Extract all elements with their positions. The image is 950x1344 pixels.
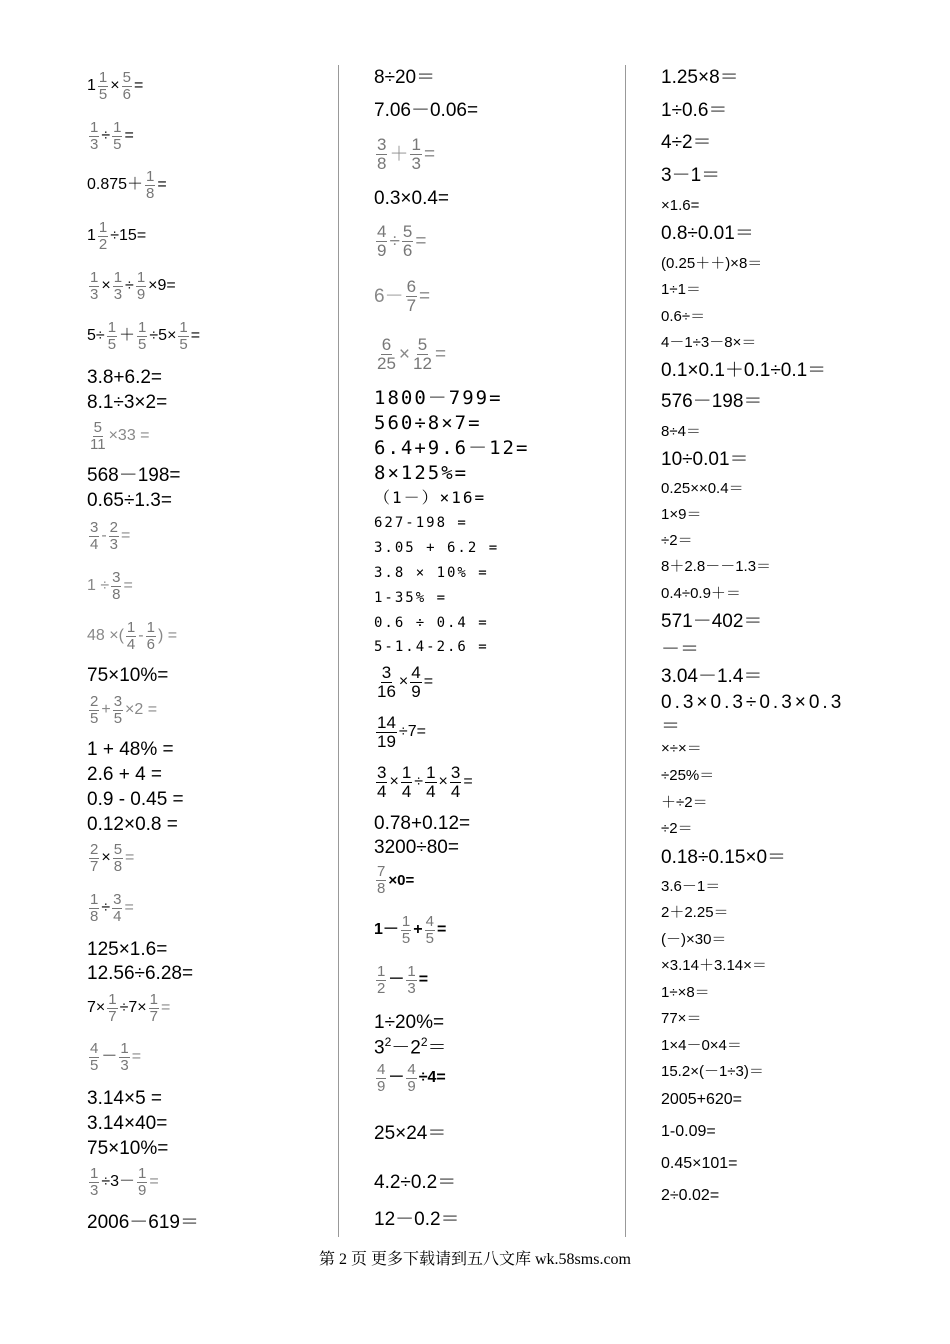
problem-c2-28: $3^2-2^2=$ bbox=[374, 1035, 447, 1059]
problem-c3-05: ×1.6= bbox=[661, 197, 700, 214]
problem-c1-23: 125×1.6= bbox=[87, 939, 168, 960]
problem-c2-25: 1－ 1 5 + 4 5 = bbox=[374, 913, 447, 947]
problem-c3-33: ×3.14＋3.14×＝ bbox=[661, 957, 767, 974]
problem-c1-17: 1 + 48% = bbox=[87, 739, 174, 760]
problem-c2-07: 6 25 × 5 12 = bbox=[377, 335, 447, 373]
problem-c2-15: 3.8 × 10% = bbox=[374, 565, 489, 581]
problem-c3-04: 3－1＝ bbox=[661, 165, 721, 186]
problem-c1-31: 2006－619＝ bbox=[87, 1212, 199, 1233]
column-divider-left bbox=[338, 65, 339, 1237]
problem-c3-38: 2005+620= bbox=[661, 1091, 742, 1108]
problem-c3-22: 3.04－1.4＝ bbox=[661, 666, 763, 687]
problem-c2-01: 8÷20＝ bbox=[374, 67, 436, 88]
problem-c1-15: 75×10%= bbox=[87, 665, 169, 686]
problem-c1-14: 48 ×( 1 4 - 1 6 ) = bbox=[87, 619, 178, 653]
problem-c3-19: 0.4÷0.9＋＝ bbox=[661, 585, 741, 602]
problem-c3-11: 0.1×0.1＋0.1÷0.1＝ bbox=[661, 360, 827, 381]
problem-c2-13: 627-198 = bbox=[374, 515, 468, 531]
problem-c1-27: 3.14×5 = bbox=[87, 1088, 163, 1109]
problem-c1-12: 3 4 - 2 3 = bbox=[90, 519, 131, 553]
problem-c2-03: 3 8 ＋ 1 3 = bbox=[377, 135, 436, 173]
problem-c3-13: 8÷4＝ bbox=[661, 423, 701, 440]
problem-c2-12: （1－）×16= bbox=[374, 488, 487, 507]
problem-c2-17: 0.6 ÷ 0.4 = bbox=[374, 615, 489, 631]
problem-c1-30: 1 3 ÷3－ $\frac{1}{9}$ = bbox=[90, 1165, 159, 1199]
problem-c1-02: 1 3 ÷ 1 5 = bbox=[90, 119, 134, 153]
problem-c2-09: 560÷8×7= bbox=[374, 412, 482, 434]
problem-c2-10: 6.4+9.6－12= bbox=[374, 437, 530, 459]
page-footer: 第 2 页 更多下载请到五八文库 wk.58sms.com bbox=[318, 1251, 631, 1268]
problem-c3-26: ÷25%＝ bbox=[661, 767, 715, 784]
problem-c3-10: 4－1÷3－8×＝ bbox=[661, 334, 757, 351]
problem-c3-29: 0.18÷0.15×0＝ bbox=[661, 847, 787, 868]
problem-c2-11: 8×125%= bbox=[374, 462, 469, 484]
problem-c2-20: 14 19 ÷7= bbox=[377, 713, 426, 751]
problem-c3-41: 2÷0.02= bbox=[661, 1187, 720, 1204]
problem-c3-17: ÷2＝ bbox=[661, 532, 693, 549]
problem-c3-02: 1÷0.6＝ bbox=[661, 100, 728, 121]
problem-c1-03: 0.875＋ 1 8 = bbox=[87, 168, 167, 202]
problem-c3-39: 1-0.09= bbox=[661, 1123, 716, 1140]
problem-c2-32: 12－0.2＝ bbox=[374, 1209, 460, 1230]
problem-c1-29: 75×10%= bbox=[87, 1138, 169, 1159]
problem-c1-25: 7× 1 7 ÷7× $\frac{1}{7}$ = bbox=[87, 991, 171, 1025]
problem-c3-07: (0.25＋＋)×8＝ bbox=[661, 255, 763, 272]
problem-c1-06: 5÷ 1 5 ＋ 1 5 ÷5× 1 5 = bbox=[87, 319, 201, 353]
problem-c2-08: 1800－799= bbox=[374, 387, 503, 409]
problem-c3-25: ×÷×＝ bbox=[661, 740, 702, 757]
problem-c3-01: 1.25×8＝ bbox=[661, 67, 739, 88]
problem-c1-10: 568－198= bbox=[87, 465, 181, 486]
problem-c2-22: 0.78+0.12= bbox=[374, 813, 471, 834]
column-divider-right bbox=[625, 65, 626, 1237]
problem-c3-23: 0.3×0.3÷0.3×0.3 bbox=[661, 692, 845, 713]
problem-c1-07: 3.8+6.2= bbox=[87, 367, 163, 388]
problem-c2-18: 5-1.4-2.6 = bbox=[374, 639, 489, 655]
problem-c1-18: 2.6 + 4 = bbox=[87, 764, 163, 785]
problem-c2-16: 1-35% = bbox=[374, 590, 448, 606]
problem-c3-20: 571－402＝ bbox=[661, 611, 763, 632]
problem-c2-24: 7 8 ×0= bbox=[377, 863, 415, 897]
problem-c2-27: 1÷20%= bbox=[374, 1012, 445, 1033]
problem-c2-04: 0.3×0.4= bbox=[374, 188, 450, 209]
problem-c3-24: ＝ bbox=[661, 716, 681, 737]
problem-c3-31: 2＋2.25＝ bbox=[661, 904, 729, 921]
problem-c1-19: 0.9 - 0.45 = bbox=[87, 789, 184, 810]
problem-c3-15: 0.25××0.4＝ bbox=[661, 480, 744, 497]
problem-c2-06: 6－ 6 7 = bbox=[374, 277, 431, 315]
problem-c3-06: 0.8÷0.01＝ bbox=[661, 223, 754, 244]
problem-c2-23: 3200÷80= bbox=[374, 837, 459, 858]
problem-c1-09: 5 11 ×33 = bbox=[90, 419, 150, 453]
problem-c3-14: 10÷0.01＝ bbox=[661, 449, 749, 470]
problem-c1-05: 1 3 × 1 3 ÷ 1 9 ×9= bbox=[90, 269, 176, 303]
problem-c2-26: 1 2 － 1 3 = bbox=[377, 963, 429, 997]
problem-c1-24: 12.56÷6.28= bbox=[87, 963, 194, 984]
problem-c1-01: 1 1 5 × 5 6 = bbox=[87, 69, 144, 103]
problem-c3-32: (－)×30＝ bbox=[661, 931, 727, 948]
problem-c2-21: 3 4 × 1 4 ÷ 1 4 × 3 4 = bbox=[377, 763, 473, 801]
problem-c2-29: 4 9 － 4 9 ÷4= bbox=[377, 1061, 446, 1095]
problem-c3-30: 3.6－1＝ bbox=[661, 878, 721, 895]
problem-c3-08: 1÷1＝ bbox=[661, 281, 701, 298]
problem-c3-03: 4÷2＝ bbox=[661, 132, 712, 153]
problem-c1-11: 0.65÷1.3= bbox=[87, 490, 172, 511]
problem-c1-13: 1 ÷ 3 8 = bbox=[87, 569, 133, 603]
problem-c2-14: 3.05 + 6.2 = bbox=[374, 540, 500, 556]
problem-c3-09: 0.6÷＝ bbox=[661, 308, 706, 325]
problem-c1-08: 8.1÷3×2= bbox=[87, 392, 168, 413]
problem-c3-36: 1×4－0×4＝ bbox=[661, 1037, 742, 1054]
problem-c1-04: 1 1 2 ÷15= bbox=[87, 219, 147, 253]
problem-c3-21: －＝ bbox=[661, 639, 700, 660]
problem-c3-34: 1÷×8＝ bbox=[661, 984, 710, 1001]
problem-c3-40: 0.45×101= bbox=[661, 1155, 738, 1172]
problem-c2-31: 4.2÷0.2＝ bbox=[374, 1172, 457, 1193]
problem-c1-20: 0.12×0.8 = bbox=[87, 814, 178, 835]
problem-c3-12: 576－198＝ bbox=[661, 391, 763, 412]
problem-c2-19: 3 16 × 4 9 = bbox=[377, 663, 434, 701]
problem-c3-28: ÷2＝ bbox=[661, 820, 693, 837]
problem-c2-30: 25×24＝ bbox=[374, 1123, 447, 1144]
problem-c2-05: 4 9 ÷ 5 6 = bbox=[377, 222, 427, 260]
problem-c3-35: 77×＝ bbox=[661, 1010, 702, 1027]
problem-c1-26: 4 5 － $\frac{1}{3}$ = bbox=[90, 1040, 142, 1074]
problem-c1-16: 2 5 + 3 5 ×2 = bbox=[90, 693, 158, 727]
problem-c1-22: 1 8 ÷ $\frac{3}{4}$ = bbox=[90, 891, 134, 925]
problem-c2-02: 7.06－0.06= bbox=[374, 100, 479, 121]
problem-c3-27: ＋÷2＝ bbox=[661, 794, 708, 811]
problem-c3-37: 15.2×(－1÷3)＝ bbox=[661, 1063, 764, 1080]
problem-c3-16: 1×9＝ bbox=[661, 506, 702, 523]
problem-c1-21: 2 7 × $\frac{5}{8}$ = bbox=[90, 841, 135, 875]
problem-c3-18: 8＋2.8－－1.3＝ bbox=[661, 558, 772, 575]
problem-c1-28: 3.14×40= bbox=[87, 1113, 168, 1134]
